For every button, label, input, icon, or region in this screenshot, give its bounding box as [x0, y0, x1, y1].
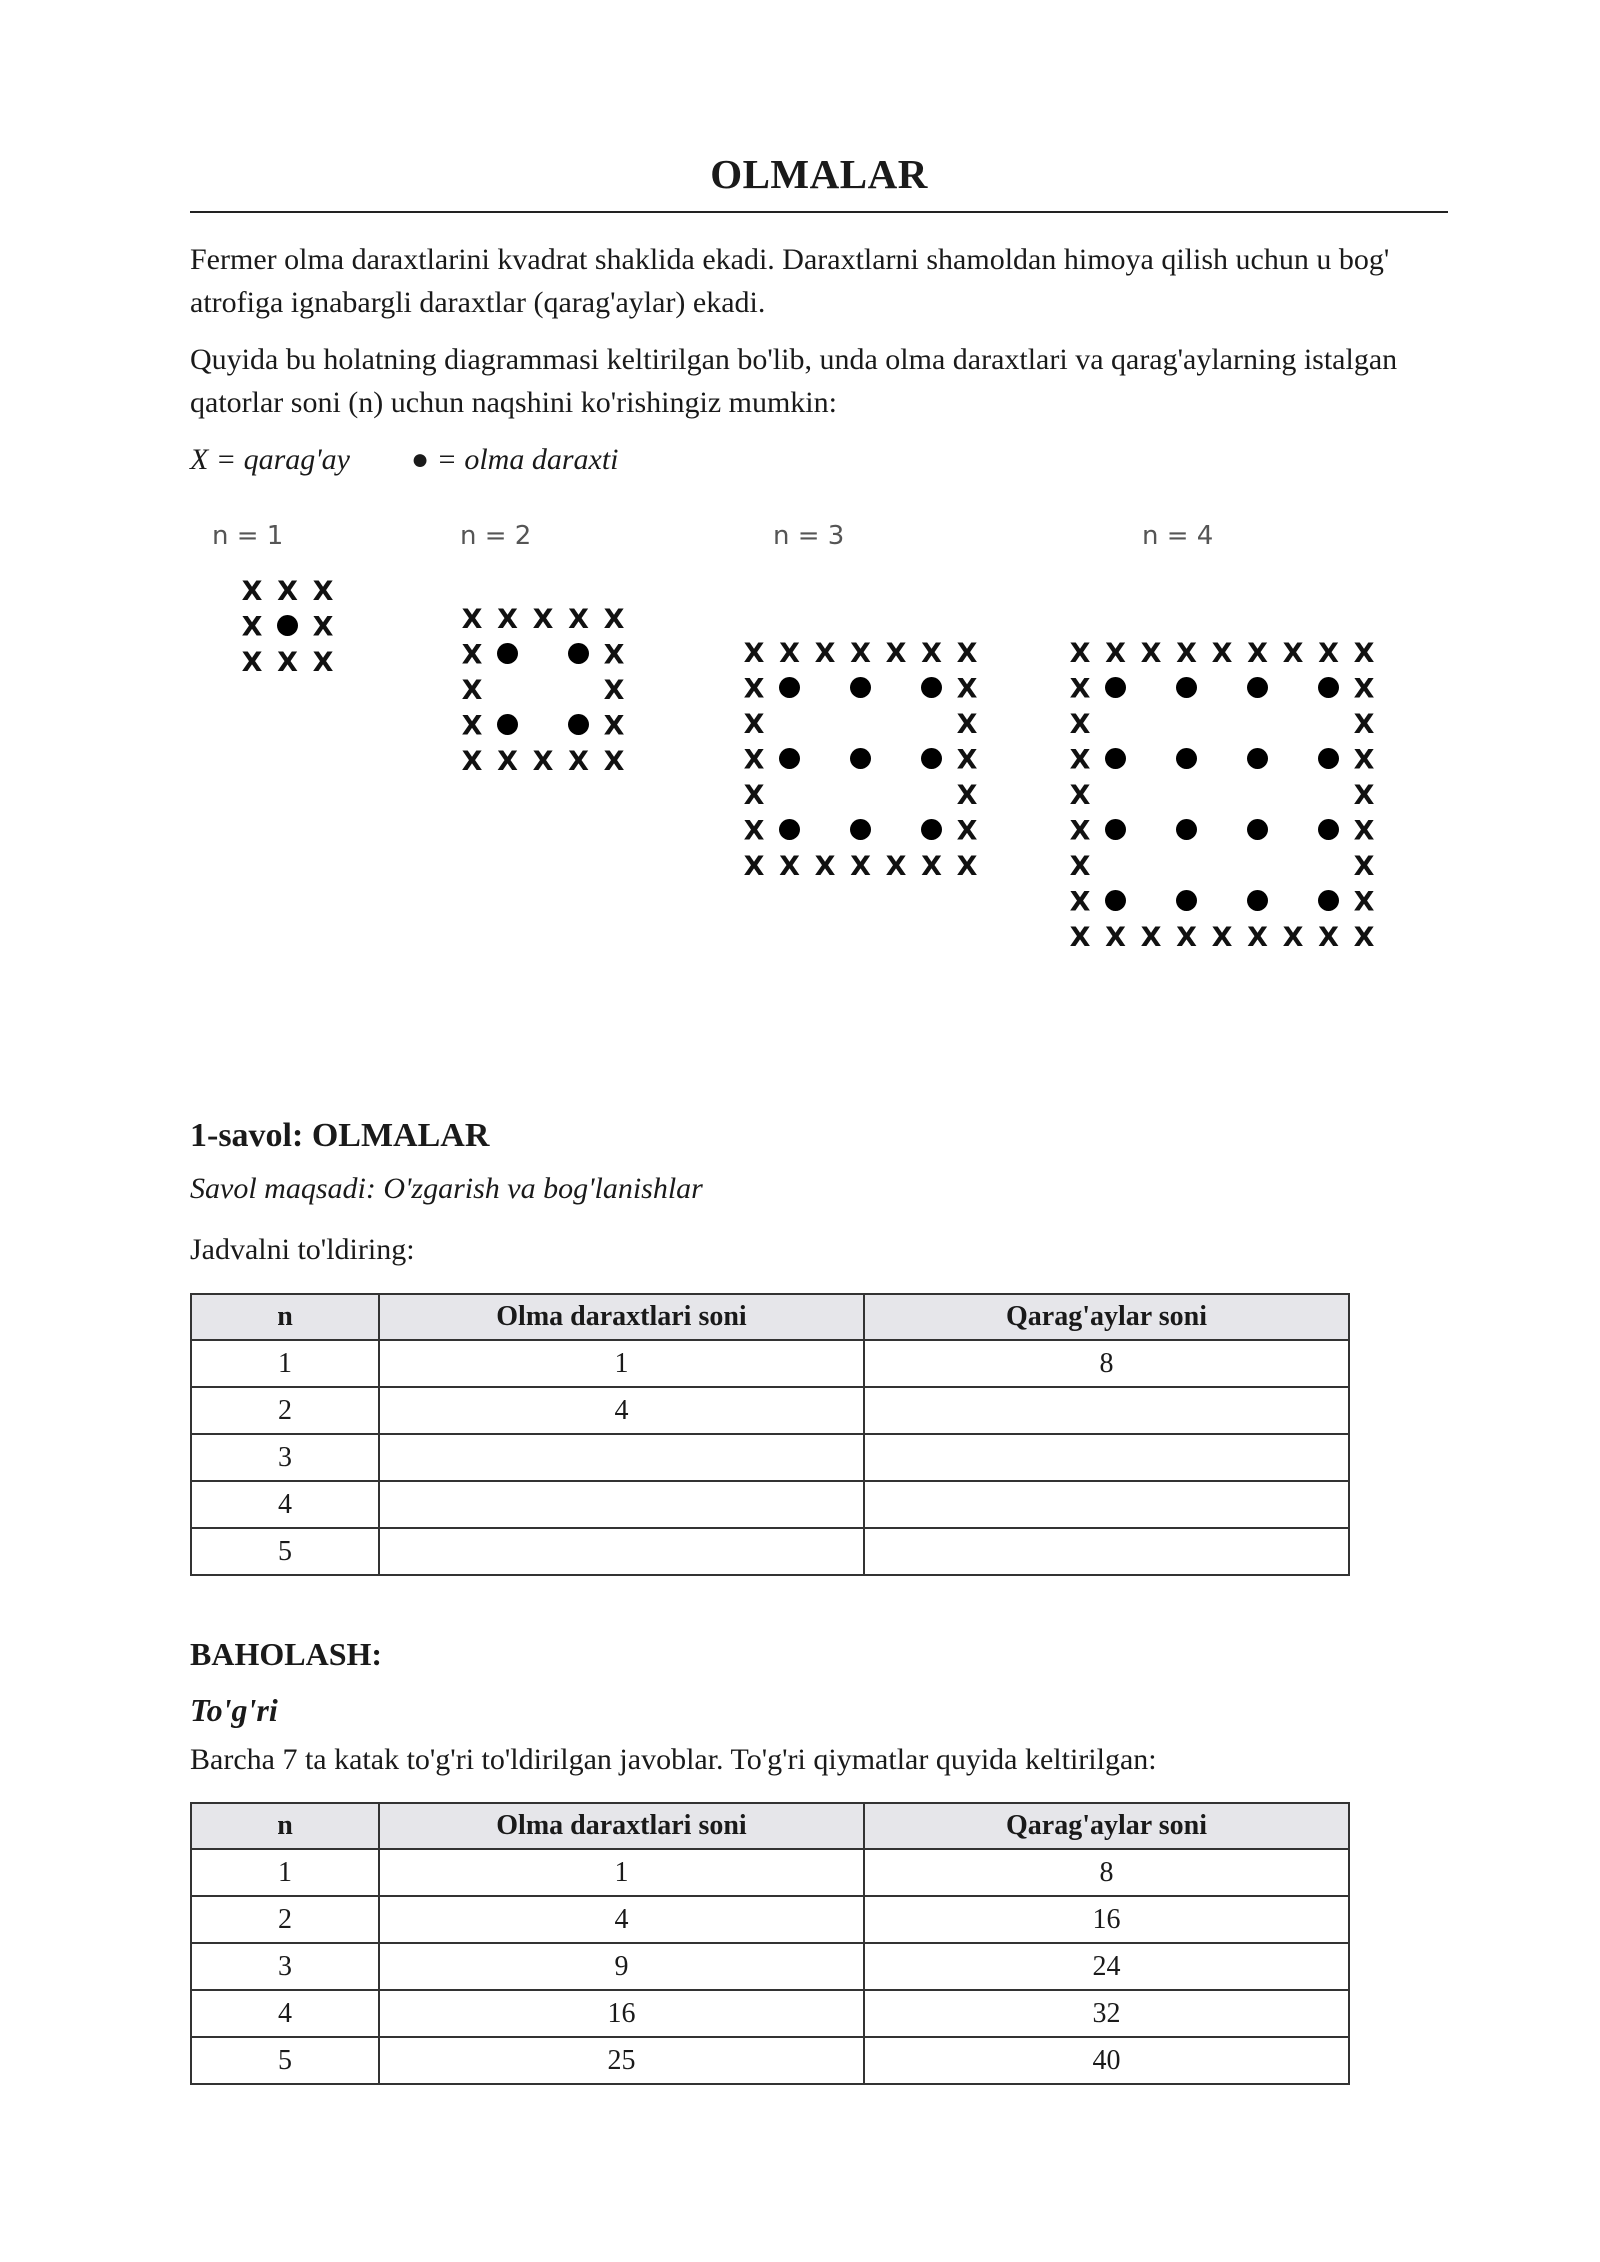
- pine-mark: X: [850, 638, 871, 669]
- pine-mark: X: [461, 746, 483, 777]
- question-instruction: Jadvalni to'ldiring:: [190, 1233, 415, 1266]
- apple-tree-dot: [779, 748, 800, 769]
- question-table: [190, 1293, 1350, 1576]
- pine-mark: X: [956, 851, 978, 882]
- cell-apple-count: [379, 1528, 864, 1575]
- pine-mark: X: [1247, 922, 1268, 953]
- pine-mark: X: [779, 851, 800, 882]
- table-row: [191, 1387, 1349, 1434]
- pine-mark: X: [1069, 638, 1091, 669]
- diagram-label: n = 2: [460, 521, 532, 551]
- header-apple-count: Olma daraxtlari soni: [379, 1294, 864, 1340]
- pine-mark: X: [568, 746, 589, 777]
- pine-mark: X: [743, 780, 765, 811]
- pine-mark: X: [1211, 922, 1233, 953]
- cell-pine-count: 24: [864, 1943, 1349, 1990]
- intro-paragraph-1: Fermer olma daraxtlarini kvadrat shaklida ekadi. Daraxtlarni shamoldan himoya qilish uchun u bog' atrofiga ignabargli daraxtlar (qarag'aylar) ekadi.: [190, 243, 1390, 319]
- cell-apple-count: 9: [379, 1943, 864, 1990]
- pine-mark: X: [1211, 638, 1233, 669]
- apple-tree-dot: [1105, 677, 1126, 698]
- pine-mark: X: [1069, 744, 1091, 776]
- apple-tree-dot: [1318, 677, 1339, 698]
- pine-mark: X: [921, 638, 942, 669]
- pine-mark: X: [1105, 638, 1126, 669]
- apple-tree-dot: [568, 714, 589, 735]
- pine-mark: X: [461, 675, 483, 706]
- pine-mark: X: [885, 638, 907, 669]
- apple-tree-dot: [1318, 748, 1339, 769]
- pine-mark: X: [461, 639, 483, 671]
- pine-mark: X: [1353, 780, 1375, 811]
- pine-mark: X: [1069, 673, 1091, 705]
- pine-mark: X: [743, 638, 765, 669]
- pine-mark: X: [743, 709, 765, 740]
- cell-apple-count: 16: [379, 1990, 864, 2037]
- apple-tree-dot: [1176, 677, 1197, 698]
- cell-pine-count: [864, 1528, 1349, 1575]
- pine-mark: X: [956, 744, 978, 776]
- apple-tree-dot: [497, 714, 518, 735]
- apple-tree-dot: [1247, 677, 1268, 698]
- table-row: [191, 1896, 1349, 1943]
- cell-n: 1: [191, 1849, 379, 1896]
- table-row: [191, 1943, 1349, 1990]
- pine-mark: X: [1176, 922, 1197, 953]
- pine-mark: X: [461, 710, 483, 742]
- cell-n: 3: [191, 1434, 379, 1481]
- pine-mark: X: [956, 780, 978, 811]
- pine-mark: X: [1353, 886, 1375, 918]
- table-header-row: [191, 1294, 1349, 1340]
- cell-apple-count: 25: [379, 2037, 864, 2084]
- apple-tree-dot: [921, 677, 942, 698]
- cell-pine-count: 40: [864, 2037, 1349, 2084]
- pine-mark: X: [1353, 922, 1375, 953]
- cell-pine-count: [864, 1387, 1349, 1434]
- pine-mark: X: [1282, 638, 1304, 669]
- cell-apple-count: 1: [379, 1340, 864, 1387]
- cell-pine-count: 16: [864, 1896, 1349, 1943]
- header-n: n: [191, 1294, 379, 1340]
- pine-mark: X: [956, 815, 978, 847]
- cell-apple-count: [379, 1481, 864, 1528]
- cell-n: 2: [191, 1896, 379, 1943]
- intro-paragraph-2: Quyida bu holatning diagrammasi keltirilgan bo'lib, unda olma daraxtlari va qarag'aylarning istalgan qatorlar soni (n) uchun naqshini ko'rishingiz mumkin:: [190, 343, 1398, 419]
- pine-mark: X: [1353, 709, 1375, 740]
- cell-pine-count: 32: [864, 1990, 1349, 2037]
- table-row: [191, 1434, 1349, 1481]
- cell-apple-count: 1: [379, 1849, 864, 1896]
- pine-mark: X: [1353, 673, 1375, 705]
- answer-table-body: [191, 1849, 1349, 2084]
- pine-mark: X: [1069, 851, 1091, 882]
- diagram-n4: [1070, 521, 1375, 953]
- orchard-diagrams: [190, 510, 1410, 980]
- apple-tree-dot: [1247, 890, 1268, 911]
- pine-mark: X: [850, 851, 871, 882]
- pine-mark: X: [814, 851, 836, 882]
- apple-tree-dot: [1176, 748, 1197, 769]
- pine-mark: X: [1105, 922, 1126, 953]
- pine-mark: X: [312, 647, 334, 678]
- cell-n: 3: [191, 1943, 379, 1990]
- cell-apple-count: [379, 1434, 864, 1481]
- cell-n: 5: [191, 1528, 379, 1575]
- table-row: [191, 2037, 1349, 2084]
- correct-description: Barcha 7 ta katak to'g'ri to'ldirilgan javoblar. To'g'ri qiymatlar quyida keltirilgan:: [190, 1743, 1157, 1776]
- pine-mark: X: [956, 673, 978, 705]
- pine-mark: X: [743, 851, 765, 882]
- diagram-n3: [744, 521, 978, 882]
- pine-mark: X: [1353, 851, 1375, 882]
- pine-mark: X: [1069, 780, 1091, 811]
- pine-mark: X: [241, 576, 263, 607]
- pine-mark: X: [241, 647, 263, 678]
- pine-mark: X: [603, 675, 625, 706]
- pine-mark: X: [1069, 922, 1091, 953]
- pine-mark: X: [603, 710, 625, 742]
- apple-tree-dot: [497, 643, 518, 664]
- legend: [190, 443, 619, 477]
- pine-mark: X: [1069, 886, 1091, 918]
- pine-mark: X: [743, 673, 765, 705]
- pine-mark: X: [497, 746, 518, 777]
- pine-mark: X: [241, 611, 263, 643]
- header-pine-count: Qarag'aylar soni: [864, 1294, 1349, 1340]
- question-table-body: [191, 1340, 1349, 1575]
- pine-mark: X: [814, 638, 836, 669]
- apple-tree-dot: [779, 819, 800, 840]
- table-header-row: [191, 1803, 1349, 1849]
- header-apple-count: Olma daraxtlari soni: [379, 1803, 864, 1849]
- correct-label: To'g'ri: [190, 1692, 278, 1728]
- apple-tree-dot: [1247, 748, 1268, 769]
- pine-mark: X: [885, 851, 907, 882]
- cell-apple-count: 4: [379, 1387, 864, 1434]
- pine-mark: X: [1069, 815, 1091, 847]
- pine-mark: X: [277, 647, 298, 678]
- pine-mark: X: [532, 604, 554, 635]
- pine-mark: X: [956, 638, 978, 669]
- apple-tree-dot: [1105, 819, 1126, 840]
- apple-tree-dot: [779, 677, 800, 698]
- apple-tree-dot: [1105, 748, 1126, 769]
- diagram-label: n = 4: [1142, 521, 1214, 551]
- diagram-n1: [212, 521, 334, 678]
- apple-tree-dot: [850, 748, 871, 769]
- apple-tree-dot: [1176, 890, 1197, 911]
- pine-mark: X: [1140, 922, 1162, 953]
- pine-mark: X: [779, 638, 800, 669]
- pine-mark: X: [312, 611, 334, 643]
- apple-tree-dot: [1176, 819, 1197, 840]
- cell-n: 2: [191, 1387, 379, 1434]
- apple-tree-dot: [568, 643, 589, 664]
- cell-n: 1: [191, 1340, 379, 1387]
- apple-tree-dot: [1318, 890, 1339, 911]
- cell-pine-count: [864, 1481, 1349, 1528]
- legend-pine: X = qarag'ay: [190, 443, 350, 476]
- pine-mark: X: [1353, 638, 1375, 669]
- pine-mark: X: [956, 709, 978, 740]
- diagram-label: n = 1: [212, 521, 284, 551]
- apple-tree-dot: [1105, 890, 1126, 911]
- question-heading: 1-savol: OLMALAR: [190, 1117, 490, 1154]
- pine-mark: X: [1069, 709, 1091, 740]
- pine-mark: X: [461, 604, 483, 635]
- diagram-n2: [460, 521, 625, 777]
- pine-mark: X: [277, 576, 298, 607]
- pine-mark: X: [743, 744, 765, 776]
- apple-tree-dot: [850, 677, 871, 698]
- pine-mark: X: [312, 576, 334, 607]
- assessment-heading: BAHOLASH:: [190, 1636, 383, 1672]
- header-n: n: [191, 1803, 379, 1849]
- pine-mark: X: [497, 604, 518, 635]
- legend-apple: ● = olma daraxti: [410, 443, 619, 476]
- pine-mark: X: [743, 815, 765, 847]
- pine-mark: X: [1140, 638, 1162, 669]
- table-row: [191, 1849, 1349, 1896]
- question-goal: Savol maqsadi: O'zgarish va bog'lanishlar: [190, 1172, 703, 1205]
- apple-tree-dot: [850, 819, 871, 840]
- cell-pine-count: [864, 1434, 1349, 1481]
- title-divider: [190, 211, 1448, 213]
- cell-n: 5: [191, 2037, 379, 2084]
- header-pine-count: Qarag'aylar soni: [864, 1803, 1349, 1849]
- cell-n: 4: [191, 1990, 379, 2037]
- table-row: [191, 1340, 1349, 1387]
- pine-mark: X: [1176, 638, 1197, 669]
- pine-mark: X: [568, 604, 589, 635]
- apple-tree-dot: [1247, 819, 1268, 840]
- diagram-label: n = 3: [773, 521, 845, 551]
- pine-mark: X: [603, 746, 625, 777]
- table-row: [191, 1481, 1349, 1528]
- apple-tree-dot: [921, 748, 942, 769]
- cell-n: 4: [191, 1481, 379, 1528]
- pine-mark: X: [1247, 638, 1268, 669]
- pine-mark: X: [1318, 922, 1339, 953]
- page-title: OLMALAR: [710, 151, 928, 197]
- pine-mark: X: [532, 746, 554, 777]
- answer-table: [190, 1802, 1350, 2085]
- apple-tree-dot: [921, 819, 942, 840]
- pine-mark: X: [1353, 744, 1375, 776]
- pine-mark: X: [603, 604, 625, 635]
- pine-mark: X: [603, 639, 625, 671]
- table-row: [191, 1990, 1349, 2037]
- pine-mark: X: [1353, 815, 1375, 847]
- apple-tree-dot: [277, 615, 298, 636]
- cell-pine-count: 8: [864, 1340, 1349, 1387]
- cell-pine-count: 8: [864, 1849, 1349, 1896]
- pine-mark: X: [1318, 638, 1339, 669]
- pine-mark: X: [921, 851, 942, 882]
- apple-tree-dot: [1318, 819, 1339, 840]
- table-row: [191, 1528, 1349, 1575]
- cell-apple-count: 4: [379, 1896, 864, 1943]
- pine-mark: X: [1282, 922, 1304, 953]
